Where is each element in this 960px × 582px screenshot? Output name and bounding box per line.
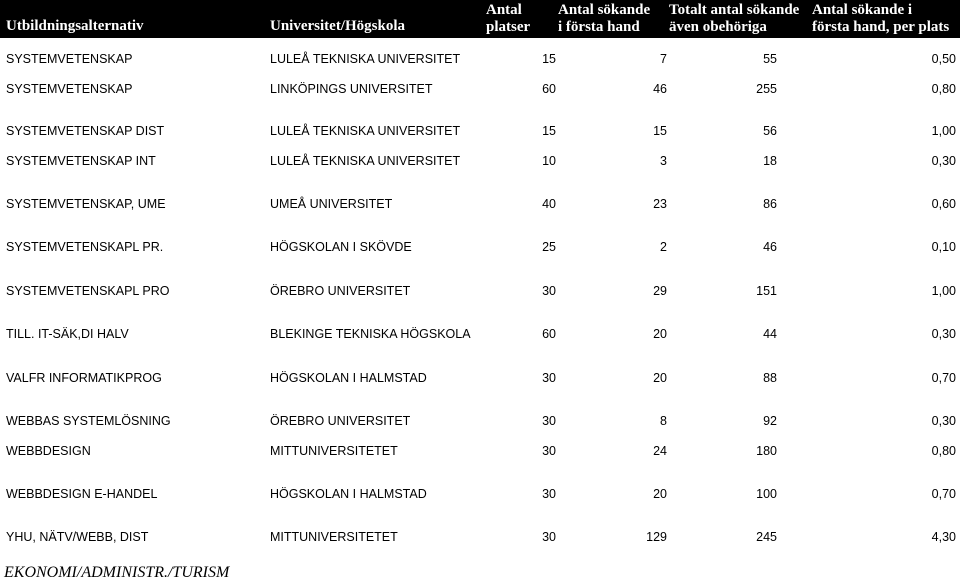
cell-first-choice: 20 <box>653 327 667 341</box>
cell-university: HÖGSKOLAN I HALMSTAD <box>270 487 427 501</box>
cell-program: WEBBDESIGN <box>6 444 91 458</box>
cell-program: VALFR INFORMATIKPROG <box>6 371 162 385</box>
cell-first-choice: 129 <box>646 530 667 544</box>
cell-per-place: 0,80 <box>931 82 956 96</box>
cell-per-place: 0,50 <box>931 52 956 66</box>
cell-total-applicants: 180 <box>756 444 777 458</box>
header-program <box>6 18 144 35</box>
cell-university: LULEÅ TEKNISKA UNIVERSITET <box>270 154 461 168</box>
header-per-place <box>812 2 949 36</box>
cell-first-choice: 20 <box>653 371 667 385</box>
cell-program: WEBBAS SYSTEMLÖSNING <box>6 414 171 428</box>
cell-places: 15 <box>542 52 556 66</box>
cell-total-applicants: 255 <box>756 82 777 96</box>
cell-per-place: 0,80 <box>931 444 956 458</box>
table-header <box>0 0 960 38</box>
cell-places: 10 <box>542 154 556 168</box>
cell-per-place: 4,30 <box>931 530 956 544</box>
cell-university: ÖREBRO UNIVERSITET <box>270 284 411 298</box>
cell-total-applicants: 56 <box>763 124 777 138</box>
table-row <box>0 154 960 174</box>
cell-places: 60 <box>542 327 556 341</box>
cell-total-applicants: 88 <box>763 371 777 385</box>
cell-total-applicants: 18 <box>763 154 777 168</box>
cell-total-applicants: 86 <box>763 197 777 211</box>
header-first-choice <box>558 2 650 36</box>
cell-total-applicants: 245 <box>756 530 777 544</box>
section-heading: EKONOMI/ADMINISTR./TURISM <box>4 564 230 581</box>
cell-total-applicants: 44 <box>763 327 777 341</box>
cell-places: 30 <box>542 444 556 458</box>
cell-places: 60 <box>542 82 556 96</box>
cell-places: 40 <box>542 197 556 211</box>
cell-first-choice: 2 <box>660 240 667 254</box>
header-places-line-1: Antal <box>486 2 522 18</box>
cell-places: 30 <box>542 530 556 544</box>
cell-total-applicants: 46 <box>763 240 777 254</box>
cell-per-place: 0,30 <box>931 154 956 168</box>
cell-program: SYSTEMVETENSKAP DIST <box>6 124 165 138</box>
table-row <box>0 327 960 347</box>
cell-per-place: 0,70 <box>931 371 956 385</box>
header-per-place-line-2: första hand, per plats <box>812 19 950 35</box>
header-university <box>270 18 405 35</box>
cell-per-place: 0,30 <box>931 327 956 341</box>
cell-university: MITTUNIVERSITETET <box>270 444 398 458</box>
table-row <box>0 414 960 434</box>
cell-program: SYSTEMVETENSKAP INT <box>6 154 156 168</box>
table-row <box>0 284 960 304</box>
cell-places: 30 <box>542 414 556 428</box>
cell-total-applicants: 100 <box>756 487 777 501</box>
cell-places: 30 <box>542 371 556 385</box>
cell-program: YHU, NÄTV/WEBB, DIST <box>6 530 149 544</box>
cell-first-choice: 7 <box>660 52 667 66</box>
cell-university: LINKÖPINGS UNIVERSITET <box>270 82 433 96</box>
header-total-applicants-line-2: även obehöriga <box>669 19 767 35</box>
cell-university: HÖGSKOLAN I HALMSTAD <box>270 371 427 385</box>
table-row <box>0 444 960 464</box>
cell-total-applicants: 92 <box>763 414 777 428</box>
cell-program: TILL. IT-SÄK,DI HALV <box>6 327 129 341</box>
header-first-choice-line-1: Antal sökande <box>558 2 651 18</box>
header-university-line-1: Universitet/Högskola <box>270 18 405 34</box>
table-row <box>0 371 960 391</box>
cell-first-choice: 15 <box>653 124 667 138</box>
header-total-applicants <box>669 2 799 36</box>
cell-per-place: 0,70 <box>931 487 956 501</box>
header-places-line-2: platser <box>486 19 531 35</box>
cell-per-place: 1,00 <box>931 284 956 298</box>
header-per-place-line-1: Antal sökande i <box>812 2 913 18</box>
cell-program: SYSTEMVETENSKAPL PR. <box>6 240 164 254</box>
table-row <box>0 240 960 260</box>
cell-places: 15 <box>542 124 556 138</box>
cell-per-place: 0,60 <box>931 197 956 211</box>
cell-total-applicants: 151 <box>756 284 777 298</box>
cell-first-choice: 23 <box>653 197 667 211</box>
cell-program: SYSTEMVETENSKAP, UME <box>6 197 166 211</box>
cell-first-choice: 20 <box>653 487 667 501</box>
cell-first-choice: 29 <box>653 284 667 298</box>
cell-first-choice: 8 <box>660 414 667 428</box>
cell-university: MITTUNIVERSITETET <box>270 530 398 544</box>
cell-university: ÖREBRO UNIVERSITET <box>270 414 411 428</box>
cell-places: 30 <box>542 284 556 298</box>
cell-program: WEBBDESIGN E-HANDEL <box>6 487 158 501</box>
header-program-line-1: Utbildningsalternativ <box>6 18 144 34</box>
cell-university: LULEÅ TEKNISKA UNIVERSITET <box>270 124 461 138</box>
table-row <box>0 487 960 507</box>
cell-program: SYSTEMVETENSKAPL PRO <box>6 284 170 298</box>
table-row <box>0 124 960 144</box>
cell-university: LULEÅ TEKNISKA UNIVERSITET <box>270 52 461 66</box>
cell-first-choice: 24 <box>653 444 667 458</box>
header-first-choice-line-2: i första hand <box>558 19 640 35</box>
cell-per-place: 1,00 <box>931 124 956 138</box>
cell-total-applicants: 55 <box>763 52 777 66</box>
cell-places: 30 <box>542 487 556 501</box>
cell-university: HÖGSKOLAN I SKÖVDE <box>270 240 412 254</box>
cell-university: UMEÅ UNIVERSITET <box>270 197 393 211</box>
cell-first-choice: 46 <box>653 82 667 96</box>
table-row <box>0 52 960 72</box>
cell-university: BLEKINGE TEKNISKA HÖGSKOLA <box>270 327 471 341</box>
header-places <box>486 2 530 36</box>
cell-first-choice: 3 <box>660 154 667 168</box>
cell-per-place: 0,30 <box>931 414 956 428</box>
cell-places: 25 <box>542 240 556 254</box>
cell-program: SYSTEMVETENSKAP <box>6 82 133 96</box>
cell-program: SYSTEMVETENSKAP <box>6 52 133 66</box>
table-row <box>0 197 960 217</box>
cell-per-place: 0,10 <box>931 240 956 254</box>
table-row <box>0 530 960 550</box>
table-row <box>0 82 960 102</box>
header-total-applicants-line-1: Totalt antal sökande <box>669 2 800 18</box>
